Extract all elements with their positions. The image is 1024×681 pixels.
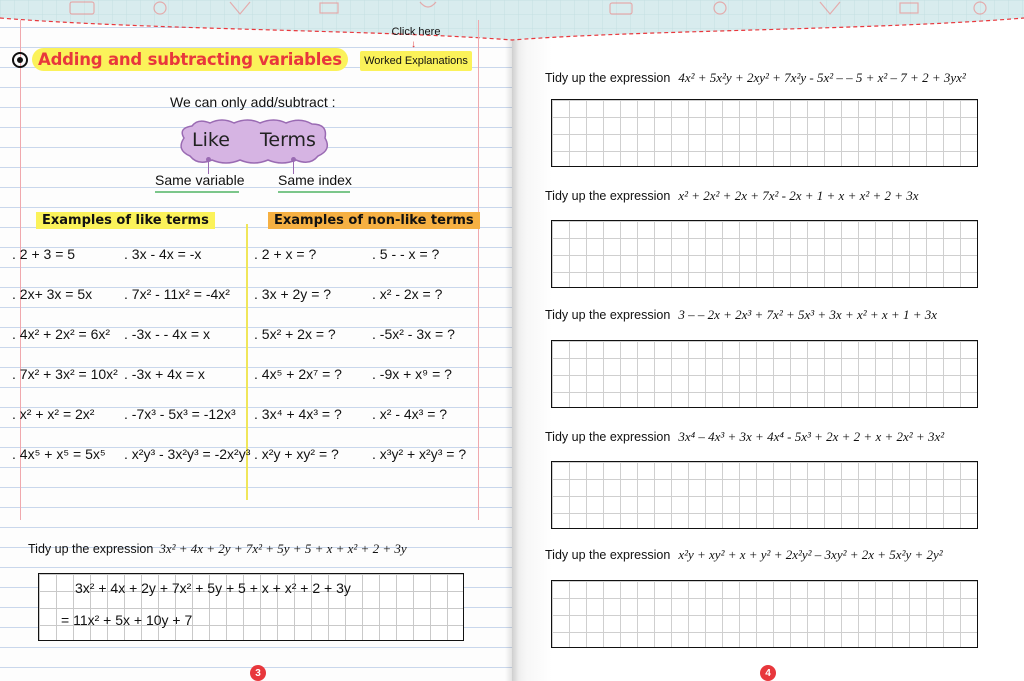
question-label: Tidy up the expression <box>545 548 671 562</box>
example-cell: . x²y³ - 3x²y³ = -2x²y³ <box>124 446 251 462</box>
like-word: Like <box>192 129 230 151</box>
example-cell: . x² - 4x³ = ? <box>372 406 448 422</box>
non-like-terms-heading: Examples of non-like terms <box>268 212 480 229</box>
section-heading <box>12 48 348 71</box>
worked-answer-box <box>38 573 464 641</box>
page-title: Adding and subtracting variables <box>32 48 348 71</box>
example-cell: . 7x² - 11x² = -4x² <box>124 286 230 302</box>
answer-grid-2[interactable] <box>551 220 978 288</box>
like-terms-heading: Examples of like terms <box>36 212 215 229</box>
question-label: Tidy up the expression <box>545 308 671 322</box>
like-terms-cloud <box>178 118 330 164</box>
worked-example-prompt <box>28 541 407 557</box>
example-cell: . -5x² - 3x = ? <box>372 326 455 342</box>
left-margin-line-right <box>478 20 479 520</box>
example-cell: . x³y² + x²y³ = ? <box>372 446 467 462</box>
worked-explanations-button[interactable]: Worked Explanations <box>360 51 472 71</box>
top-decorative-band <box>0 0 1024 45</box>
example-cell: . 4x⁵ + 2x⁷ = ? <box>254 366 342 382</box>
click-here-label: Click here <box>391 26 441 38</box>
example-cell: . 4x⁵ + x⁵ = 5x⁵ <box>12 446 106 462</box>
example-cell: . -3x - - 4x = x <box>124 326 210 342</box>
example-cell: . -7x³ - 5x³ = -12x³ <box>124 406 236 422</box>
example-cell: . 2x+ 3x = 5x <box>12 286 93 302</box>
example-cell: . -9x + x⁹ = ? <box>372 366 452 382</box>
left-margin-line <box>20 20 21 520</box>
book-spine <box>505 0 519 681</box>
example-cell: . -3x + 4x = x <box>124 366 205 382</box>
tidy-expression: 3x² + 4x + 2y + 7x² + 5y + 5 + x + x² + 2 + 3y <box>159 541 407 556</box>
answer-grid-4[interactable] <box>551 461 978 529</box>
question-3 <box>545 307 985 323</box>
example-cell: . 7x² + 3x² = 10x² <box>12 366 118 382</box>
connector-dot <box>291 157 296 162</box>
question-1 <box>545 70 985 86</box>
rule-statement: We can only add/subtract : <box>170 94 336 110</box>
question-label: Tidy up the expression <box>545 71 671 85</box>
example-cell: . x² + x² = 2x² <box>12 406 95 422</box>
same-index-underline <box>278 191 350 193</box>
same-variable-label: Same variable <box>155 172 245 188</box>
same-variable-underline <box>155 191 239 193</box>
answer-line-2: = 11x² + 5x + 10y + 7 <box>61 612 193 628</box>
example-cell: . 2 + x = ? <box>254 246 317 262</box>
answer-line-1: 3x² + 4x + 2y + 7x² + 5y + 5 + x + x² + 2 + 3y <box>75 580 351 596</box>
question-5 <box>545 547 985 563</box>
question-2 <box>545 188 985 204</box>
terms-word: Terms <box>260 129 316 151</box>
answer-grid-1[interactable] <box>551 99 978 167</box>
same-index-label: Same index <box>278 172 352 188</box>
connector-dot <box>206 157 211 162</box>
example-cell: . x² - 2x = ? <box>372 286 443 302</box>
bullet-icon <box>12 52 28 68</box>
example-cell: . 4x² + 2x² = 6x² <box>12 326 111 342</box>
answer-grid-3[interactable] <box>551 340 978 408</box>
example-cell: . 5 - - x = ? <box>372 246 440 262</box>
down-arrow-icon: ↓ <box>411 39 416 50</box>
question-expression: 3 – – 2x + 2x³ + 7x² + 5x³ + 3x + x² + x + 1 + 3x <box>678 307 937 322</box>
answer-grid-5[interactable] <box>551 580 978 648</box>
question-expression: x²y + xy² + x + y² + 2x²y² – 3xy² + 2x + 5x²y + 2y² <box>678 547 943 562</box>
example-cell: . 3x - 4x = -x <box>124 246 202 262</box>
tidy-label: Tidy up the expression <box>28 542 154 556</box>
question-label: Tidy up the expression <box>545 430 671 444</box>
example-cell: . 3x⁴ + 4x³ = ? <box>254 406 342 422</box>
example-cell: . 2 + 3 = 5 <box>12 246 76 262</box>
question-label: Tidy up the expression <box>545 189 671 203</box>
question-expression: 3x⁴ – 4x³ + 3x + 4x⁴ - 5x³ + 2x + 2 + x + 2x² + 3x² <box>678 429 945 444</box>
page-number-right: 4 <box>760 665 776 681</box>
example-cell: . 3x + 2y = ? <box>254 286 332 302</box>
question-expression: x² + 2x² + 2x + 7x² - 2x + 1 + x + x² + 2 + 3x <box>678 188 919 203</box>
example-cell: . 5x² + 2x = ? <box>254 326 336 342</box>
example-cell: . x²y + xy² = ? <box>254 446 339 462</box>
question-expression: 4x² + 5x²y + 2xy² + 7x²y - 5x² – – 5 + x² – 7 + 2 + 3yx² <box>678 70 966 85</box>
question-4 <box>545 429 985 445</box>
page-number-left: 3 <box>250 665 266 681</box>
